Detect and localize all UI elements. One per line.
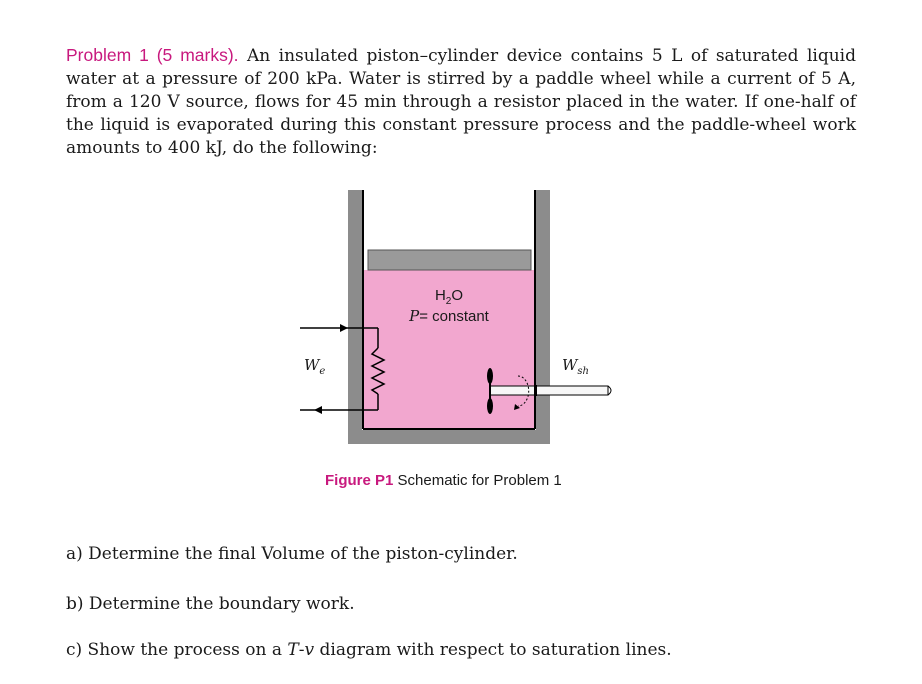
cylinder-left-wall [348,190,362,444]
problem-statement [66,44,856,160]
we-label: $W_e$ [304,356,326,377]
water-region [364,270,534,428]
cylinder-right-wall [536,190,550,444]
question-c: c) Show the process on a T-v diagram with respect to saturation lines. [66,640,672,660]
wsh-label: $W_{sh}$ [562,356,589,377]
lead-top-arrow [340,324,348,332]
paddle-blade-bottom [487,398,493,414]
problem-heading: Problem 1 (5 marks). [66,45,239,65]
paddle-blade-top [487,368,493,384]
caption-text: Schematic for Problem 1 [393,472,562,489]
schematic-svg [280,180,620,460]
cylinder-bottom [348,430,550,444]
shaft [490,386,608,395]
caption-label: Figure P1 [325,472,394,489]
question-b: b) Determine the boundary work. [66,594,355,614]
figure-caption [325,472,562,489]
lead-bottom-arrow [314,406,322,414]
question-a: a) Determine the final Volume of the piston-cylinder. [66,544,518,564]
shaft-seal [534,385,537,396]
substance-label: $H_2O$ [434,287,464,307]
piston-cylinder-figure [280,180,620,460]
piston [368,250,531,270]
pressure-label: P= constant [409,307,489,325]
problem-body: An insulated piston–cylinder device contains 5 L of saturated liquid water at a pressure of 200 kPa. Water is stirred by a paddle wheel while a current of 5 A, from a 120 V source, flows for 45 min through a resistor placed in the water. If one-half of the liquid is evaporated during this constant pressure process and the paddle-wheel work amounts to 400 kJ, do the following: [66,46,856,158]
